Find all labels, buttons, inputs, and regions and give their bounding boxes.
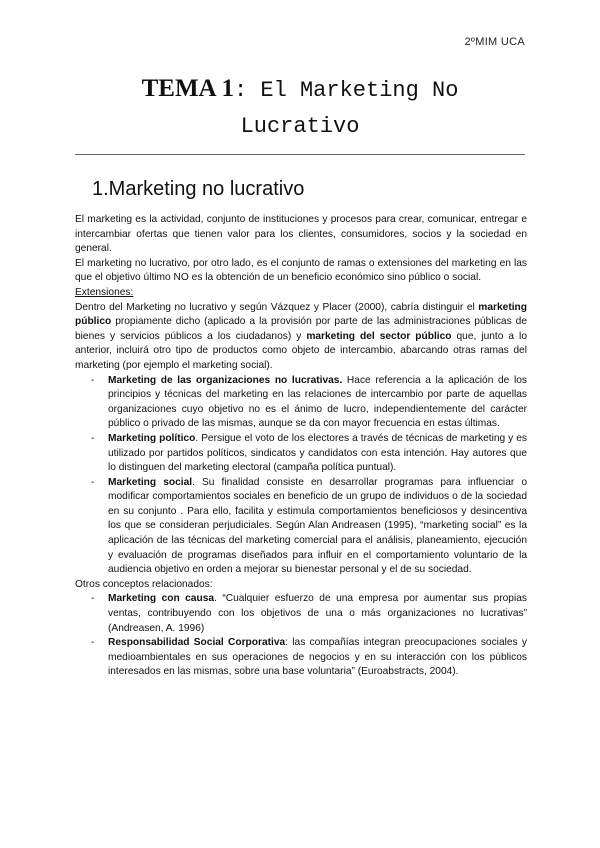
list-item	[108, 432, 527, 476]
list-item-term: Marketing social	[108, 476, 193, 488]
extensiones-list	[75, 374, 527, 578]
title-topic-number: TEMA 1	[141, 75, 234, 102]
intro-paragraph-1: El marketing es la actividad, conjunto de instituciones y procesos para crear, comunicar, entregar e intercambiar ofertas que tienen valor para los clientes, consumidores, socios y la sociedad en general.	[75, 214, 527, 255]
list-item-term: Marketing con causa	[108, 593, 215, 605]
list-item	[108, 636, 527, 680]
term-marketing-publico: marketing público	[75, 301, 527, 328]
list-item-term: Responsabilidad Social Corporativa	[108, 637, 286, 649]
term-marketing-sector-publico: marketing del sector público	[306, 330, 452, 342]
extensiones-text-c: propiamente dicho (aplicado a la provisión por parte de las administraciones públicas de bienes y servicios públicos a los ciudadanos) y	[75, 316, 527, 342]
list-item-term: Marketing de las organizaciones no lucrativas.	[108, 374, 343, 386]
extensiones-heading: Extensiones:	[75, 286, 134, 298]
body-text	[75, 213, 527, 680]
list-item-term: Marketing político	[108, 432, 196, 444]
section-heading: 1.Marketing no lucrativo	[92, 178, 305, 200]
extensiones-text-e: que, junto a lo anterior, incluirá otro tipo de productos como objeto de intercambio, abarcando otras ramas del marketing (por ejemplo el marketing social).	[75, 330, 527, 371]
list-item-text: : las compañías integran preocupaciones sociales y medioambientales en sus operaciones de negocios y en su interacción con los públicos interesados en las mismas, sobre una base voluntaria” (Euroabstracts, 2004).	[108, 637, 527, 678]
title-text-line1: : El Marketing No	[233, 78, 459, 103]
otros-heading: Otros conceptos relacionados:	[75, 578, 213, 590]
list-item-text: . Su finalidad consiste en desarrollar programas para influenciar o modificar comportamientos sociales en beneficio de un grupo de individuos o de la sociedad en su conjunto . Para ello, facilita y estimula comportamientos beneficiosos y desincentiva los que se consideran perjudiciales. Según Alan Andreasen (1995), “marketing social” es la aplicación de las técnicas del marketing comercial para el análisis, planeamiento, ejecución y evaluación de programas diseñados para influir en el comportamiento voluntario de la audiencia objetivo en orden a mejorar su bienestar personal y el de su sociedad.	[108, 476, 527, 576]
otros-list	[75, 592, 527, 680]
list-item	[108, 592, 527, 636]
title-divider	[75, 154, 525, 155]
extensiones-text-a: Dentro del Marketing no lucrativo y según Vázquez y Placer (2000), cabría distinguir el	[75, 301, 479, 313]
course-header: 2ºMIM UCA	[464, 36, 525, 48]
title-text-line2: Lucrativo	[240, 114, 360, 139]
extensiones-paragraph	[75, 301, 527, 374]
list-item-text: Hace referencia a la aplicación de los principios y técnicas del marketing en las relaciones de intercambio por parte de aquellas organizaciones cuyo objetivo no es el ánimo de lucro, independientemente del carácter público o privado de las mismas, aunque se da con mayor frecuencia en estas últimas.	[108, 374, 527, 430]
list-item-text: . “Cualquier esfuerzo de una empresa por aumentar sus propias ventas, contribuyendo con los objetivos de una o más organizaciones no lucrativas” (Andreasen, A. 1996)	[108, 593, 527, 634]
list-item	[108, 374, 527, 432]
list-item	[108, 476, 527, 578]
list-item-text: . Persigue el voto de los electores a través de técnicas de marketing y es utilizado por partidos políticos, sindicatos y candidatos con esta intención. Hay autores que lo distinguen del marketing electoral (campaña política puntual).	[108, 432, 527, 474]
page-title	[75, 72, 525, 144]
intro-paragraph-2: El marketing no lucrativo, por otro lado, es el conjunto de ramas o extensiones del marketing en las que el objetivo último NO es la obtención de un beneficio económico sino público o social.	[75, 257, 527, 284]
